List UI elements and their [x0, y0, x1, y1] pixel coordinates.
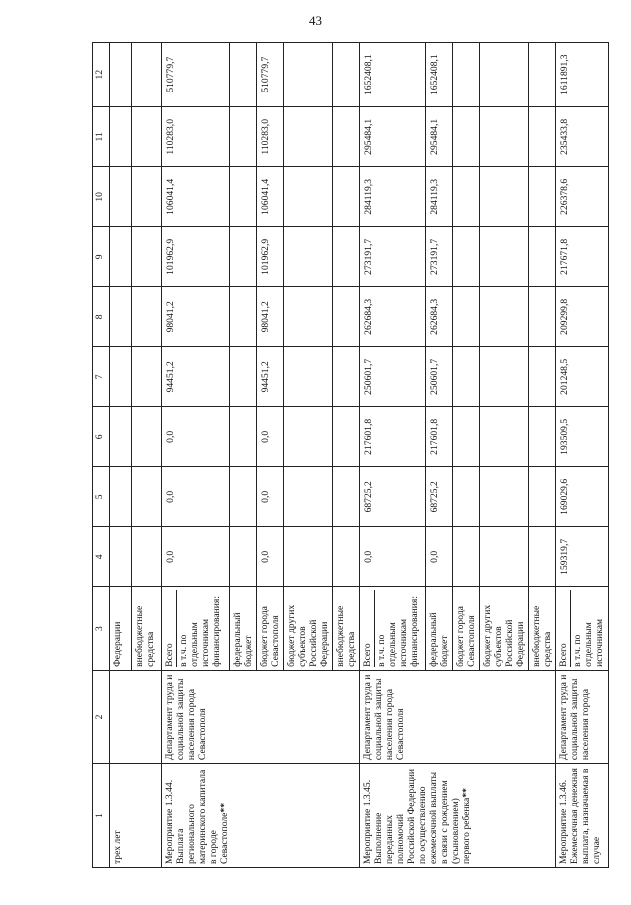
cell-value: 0,0 [162, 407, 230, 467]
table-row [162, 43, 230, 868]
cell-value: 262684,3 [360, 287, 426, 347]
empty-cell [230, 527, 257, 587]
empty-cell [529, 167, 556, 227]
cell-value: 94451,2 [257, 347, 284, 407]
cell-value: 209299,8 [556, 287, 609, 347]
cell-value: 106041,4 [257, 167, 284, 227]
cell-source-line: Всего [558, 643, 569, 667]
empty-cell [110, 467, 132, 527]
cell-source: федеральный бюджет [230, 587, 257, 671]
header-cell: 6 [93, 407, 110, 467]
empty-cell [230, 467, 257, 527]
cell-value: 0,0 [360, 527, 426, 587]
empty-cell [284, 43, 333, 107]
cell-value: 226378,6 [556, 167, 609, 227]
empty-cell [284, 287, 333, 347]
cell-value: 217671,8 [556, 227, 609, 287]
cell-value: 1611891,3 [556, 43, 609, 107]
cell-value: 250601,7 [360, 347, 426, 407]
cell-value: 1652408,1 [360, 43, 426, 107]
header-cell: 3 [93, 587, 110, 671]
cell-value: 0,0 [162, 527, 230, 587]
cell-value: 0,0 [426, 527, 453, 587]
empty-cell [230, 43, 257, 107]
empty-cell [333, 167, 360, 227]
cell-measure: Мероприятие 1.3.44. Выплата регионального материнского капитала в городе Севастополе** [162, 764, 360, 868]
cell-source: Федерации [110, 587, 132, 671]
cell-value: 217601,8 [426, 407, 453, 467]
empty-cell [132, 43, 162, 107]
empty-cell [284, 167, 333, 227]
empty-cell [529, 467, 556, 527]
cell-source-line: в т.ч. по отдельным источникам финансирования: [374, 590, 421, 667]
cell-dept: Департамент труда и социальной защиты населения города Севастополя [360, 670, 556, 763]
cell-source-line: Всего [362, 643, 373, 667]
cell-source: внебюджетные средства [529, 587, 556, 671]
cell-measure: трех лет [110, 764, 162, 868]
empty-cell [284, 107, 333, 167]
cell-dept: Департамент труда и социальной защиты населения города Севастополя [162, 670, 360, 763]
header-cell: 9 [93, 227, 110, 287]
empty-cell [110, 287, 132, 347]
cell-value: 106041,4 [162, 167, 230, 227]
cell-source-line: в т.ч. по отдельным источникам финансирования: [176, 590, 223, 667]
cell-value: 510779,7 [257, 43, 284, 107]
empty-cell [529, 527, 556, 587]
empty-cell [480, 527, 529, 587]
table-row [360, 43, 426, 868]
funding-table [92, 42, 609, 868]
cell-measure: Мероприятие 1.3.46. Ежемесячная денежная выплата, назначаемая в случае [556, 764, 609, 868]
empty-cell [453, 107, 480, 167]
cell-value: 169029,6 [556, 467, 609, 527]
empty-cell [230, 107, 257, 167]
empty-cell [529, 43, 556, 107]
header-row [93, 43, 110, 868]
empty-cell [132, 167, 162, 227]
cell-value: 159319,7 [556, 527, 609, 587]
cell-value: 510779,7 [162, 43, 230, 107]
header-cell: 5 [93, 467, 110, 527]
cell-value: 110283,0 [162, 107, 230, 167]
cell-value: 193509,5 [556, 407, 609, 467]
cell-value: 273191,7 [360, 227, 426, 287]
cell-source-line: в т.ч. по отдельным источникам [570, 590, 606, 667]
header-cell: 4 [93, 527, 110, 587]
cell-value: 110283,0 [257, 107, 284, 167]
cell-measure: Мероприятие 1.3.45. Выполнение переданных полномочий Российской Федерации по осуществлению ежемесячной выплаты в связи с рождением (усыновлением) первого ребенка** [360, 764, 556, 868]
empty-cell [110, 167, 132, 227]
empty-cell [132, 107, 162, 167]
cell-value: 295484,1 [426, 107, 453, 167]
cell-value: 98041,2 [257, 287, 284, 347]
cell-value: 1652408,1 [426, 43, 453, 107]
empty-cell [333, 407, 360, 467]
empty-cell [110, 527, 132, 587]
empty-cell [453, 407, 480, 467]
empty-cell [453, 527, 480, 587]
empty-cell [110, 43, 132, 107]
empty-cell [110, 407, 132, 467]
cell-source: бюджет других субъектов Российской Федерации [284, 587, 333, 671]
empty-cell [110, 227, 132, 287]
cell-source: бюджет города Севастополя [257, 587, 284, 671]
empty-cell [333, 287, 360, 347]
empty-cell [453, 167, 480, 227]
empty-cell [453, 467, 480, 527]
empty-cell [453, 227, 480, 287]
empty-cell [110, 347, 132, 407]
empty-cell [333, 43, 360, 107]
empty-cell [480, 107, 529, 167]
header-cell: 11 [93, 107, 110, 167]
empty-cell [480, 167, 529, 227]
cell-value: 98041,2 [162, 287, 230, 347]
empty-cell [132, 407, 162, 467]
empty-cell [333, 347, 360, 407]
empty-cell [480, 43, 529, 107]
cell-value: 0,0 [257, 527, 284, 587]
header-cell: 1 [93, 764, 110, 868]
header-cell: 8 [93, 287, 110, 347]
cell-value: 201248,5 [556, 347, 609, 407]
empty-cell [132, 467, 162, 527]
empty-cell [453, 43, 480, 107]
empty-cell [284, 227, 333, 287]
cell-value: 273191,7 [426, 227, 453, 287]
cell-value: 235433,8 [556, 107, 609, 167]
table-row [556, 43, 609, 868]
cell-dept [110, 670, 162, 763]
cell-source: внебюджетные средства [132, 587, 162, 671]
rotated-table-container [92, 42, 605, 868]
empty-cell [230, 407, 257, 467]
cell-source: федеральный бюджет [426, 587, 453, 671]
cell-value: 68725,2 [426, 467, 453, 527]
cell-value: 101962,9 [162, 227, 230, 287]
cell-source: бюджет города Севастополя [453, 587, 480, 671]
empty-cell [453, 287, 480, 347]
cell-value: 0,0 [162, 467, 230, 527]
cell-value: 68725,2 [360, 467, 426, 527]
empty-cell [480, 347, 529, 407]
cell-value: 295484,1 [360, 107, 426, 167]
cell-value: 101962,9 [257, 227, 284, 287]
cell-dept: Департамент труда и социальной защиты населения города [556, 670, 609, 763]
empty-cell [230, 227, 257, 287]
cell-value: 0,0 [257, 467, 284, 527]
empty-cell [333, 227, 360, 287]
cell-value: 0,0 [257, 407, 284, 467]
cell-source [556, 587, 609, 671]
header-cell: 2 [93, 670, 110, 763]
empty-cell [333, 107, 360, 167]
page-number: 43 [309, 13, 322, 28]
empty-cell [132, 227, 162, 287]
empty-cell [284, 347, 333, 407]
empty-cell [132, 347, 162, 407]
cell-value: 262684,3 [426, 287, 453, 347]
table-row [110, 43, 132, 868]
header-cell: 10 [93, 167, 110, 227]
empty-cell [480, 407, 529, 467]
empty-cell [284, 407, 333, 467]
header-cell: 12 [93, 43, 110, 107]
empty-cell [453, 347, 480, 407]
empty-cell [480, 227, 529, 287]
cell-source: внебюджетные средства [333, 587, 360, 671]
cell-value: 250601,7 [426, 347, 453, 407]
empty-cell [284, 527, 333, 587]
cell-value: 284119,3 [360, 167, 426, 227]
empty-cell [480, 287, 529, 347]
empty-cell [480, 467, 529, 527]
empty-cell [529, 407, 556, 467]
empty-cell [230, 347, 257, 407]
empty-cell [529, 107, 556, 167]
cell-source [360, 587, 426, 671]
empty-cell [284, 467, 333, 527]
empty-cell [333, 527, 360, 587]
empty-cell [132, 527, 162, 587]
empty-cell [110, 107, 132, 167]
cell-value: 94451,2 [162, 347, 230, 407]
empty-cell [230, 287, 257, 347]
cell-value: 217601,8 [360, 407, 426, 467]
cell-source: бюджет других субъектов Российской Федерации [480, 587, 529, 671]
empty-cell [230, 167, 257, 227]
empty-cell [529, 227, 556, 287]
empty-cell [132, 287, 162, 347]
empty-cell [333, 467, 360, 527]
empty-cell [529, 287, 556, 347]
cell-source-line: Всего [164, 643, 175, 667]
cell-value: 284119,3 [426, 167, 453, 227]
cell-source [162, 587, 230, 671]
header-cell: 7 [93, 347, 110, 407]
empty-cell [529, 347, 556, 407]
